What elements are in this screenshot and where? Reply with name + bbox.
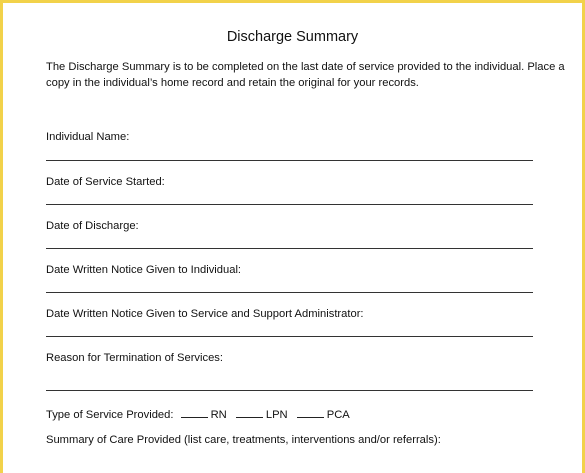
field-label-date-of-discharge: Date of Discharge: (46, 220, 139, 232)
field-line-reason-termination[interactable] (46, 390, 533, 391)
field-label-date-service-started: Date of Service Started: (46, 176, 165, 188)
field-line-notice-to-ssa[interactable] (46, 336, 533, 337)
field-label-notice-to-individual: Date Written Notice Given to Individual: (46, 264, 242, 276)
document-title: Discharge Summary (226, 29, 359, 45)
intro-line-2: copy in the individual’s home record and retain the original for your records. (46, 77, 419, 89)
service-option-pca: PCA (326, 409, 350, 421)
service-type-row (46, 407, 352, 421)
field-line-notice-to-individual[interactable] (46, 292, 533, 293)
document-page (3, 3, 582, 473)
intro-line-1: The Discharge Summary is to be completed on the last date of service provided to the individual. Place a (46, 61, 565, 73)
field-line-individual-name[interactable] (46, 160, 533, 161)
service-option-lpn: LPN (265, 409, 288, 421)
service-option-rn: RN (210, 409, 227, 421)
field-label-reason-termination: Reason for Termination of Services: (46, 352, 224, 364)
intro-paragraph (46, 59, 566, 91)
service-blank-pca[interactable] (297, 407, 324, 418)
field-label-notice-to-ssa: Date Written Notice Given to Service and Support Administrator: (46, 308, 364, 320)
summary-of-care-label: Summary of Care Provided (list care, treatments, interventions and/or referrals): (46, 434, 441, 446)
field-line-date-service-started[interactable] (46, 204, 533, 205)
field-label-individual-name: Individual Name: (46, 131, 130, 143)
service-blank-rn[interactable] (181, 407, 208, 418)
service-blank-lpn[interactable] (236, 407, 263, 418)
field-line-date-of-discharge[interactable] (46, 248, 533, 249)
service-type-label: Type of Service Provided: (46, 409, 174, 421)
